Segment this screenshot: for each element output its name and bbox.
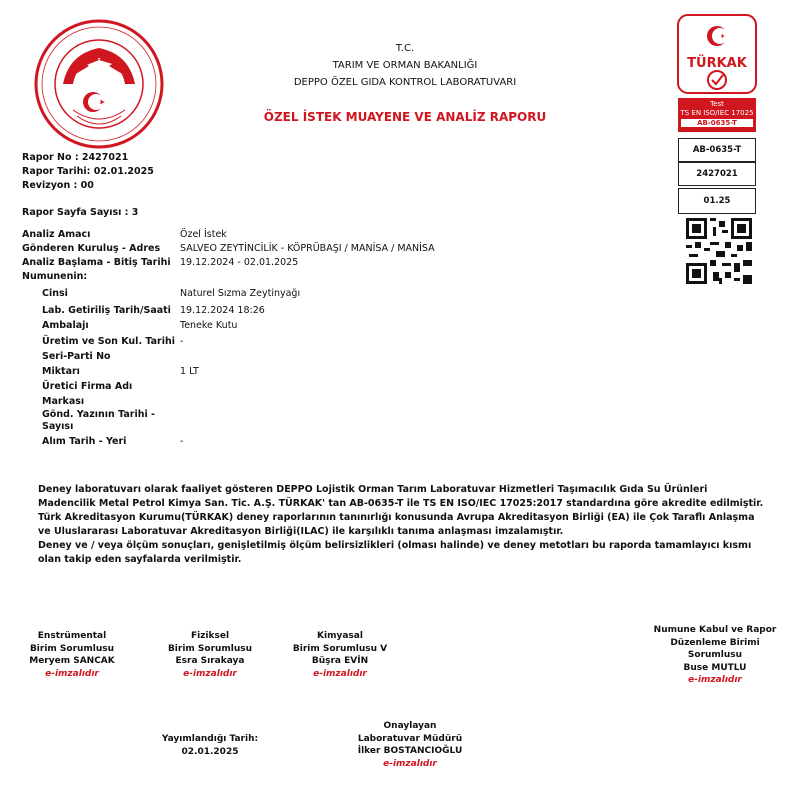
sample-value-type: Naturel Sızma Zeytinyağı xyxy=(180,288,301,299)
e-signature-label: e-imzalıdır xyxy=(45,668,99,679)
accreditation-paragraph: Deney laboratuvarı olarak faaliyet gösteren DEPPO Lojistik Orman Tarım Laboratuvar Hizmetleri Taşımacılık Gıda Su Ürünleri Madencilik Metal Petrol Kimya San. Tic. A.Ş. TÜRKAK' tan AB-0635-T ile TS EN ISO/IEC 17025:2017 standardına göre akredite edilmiştir. xyxy=(38,484,764,509)
turkak-code: AB-0635-T xyxy=(681,119,753,127)
sample-label-type: Cinsi xyxy=(42,288,68,299)
turkak-box-code: AB-0635-T xyxy=(678,138,756,162)
turkak-box-date: 01.25 xyxy=(678,188,756,214)
field-label-purpose: Analiz Amacı xyxy=(22,229,91,240)
signature-chemical: Kimyasal Birim Sorumlusu V Büşra EVİN e-imzalıdır xyxy=(290,630,390,680)
header-lab: DEPPO ÖZEL GIDA KONTROL LABORATUVARI xyxy=(293,77,517,88)
sample-label-package: Ambalajı xyxy=(42,320,89,331)
sample-label-arrival: Lab. Getiriliş Tarih/Saati xyxy=(42,305,171,316)
sample-label-quantity: Miktarı xyxy=(42,366,80,377)
field-label-dates: Analiz Başlama - Bitiş Tarihi xyxy=(22,257,171,268)
e-signature-label: e-imzalıdır xyxy=(313,668,367,679)
sample-label-brand: Markası xyxy=(42,396,85,407)
turkak-box-report: 2427021 xyxy=(678,162,756,186)
sample-value-production: - xyxy=(180,336,184,347)
sample-label-producer: Üretici Firma Adı xyxy=(42,381,133,392)
turkak-paragraph: Türk Akreditasyon Kurumu(TÜRKAK) deney raporlarının tanınırlığı konusunda Avrupa Akreditasyon Birliği (EA) ile Çok Taraflı Anlaşma ve Uluslararası Laboratuvar Akreditasyon Birliği(ILAC) ile karşılıklı tanıma anlaşması imzalamıştır. xyxy=(38,512,755,537)
results-paragraph: Deney ve / veya ölçüm sonuçları, genişletilmiş ölçüm belirsizlikleri (olması halinde) ve deney metotları bu raporda tamamlayıcı kısmı olan takip eden sayfalarda verilmiştir. xyxy=(38,540,752,565)
publish-date-block: Yayımlandığı Tarih: 02.01.2025 xyxy=(161,734,259,757)
e-signature-label: e-imzalıdır xyxy=(688,675,742,685)
approval-signature: Onaylayan Laboratuvar Müdürü İlker BOSTANCIOĞLU e-imzalıdır xyxy=(335,720,485,770)
report-number: Rapor No : 2427021 xyxy=(22,152,129,163)
turkak-name: TÜRKAK xyxy=(687,56,747,71)
signature-instrumental: Enstrümental Birim Sorumlusu Meryem SANCAK e-imzalıdır xyxy=(22,630,122,680)
sample-label-letter: Gönd. Yazının Tarihi - Sayısı xyxy=(42,409,155,432)
report-page-count: Rapor Sayfa Sayısı : 3 xyxy=(22,207,139,218)
page-title: ÖZEL İSTEK MUAYENE VE ANALİZ RAPORU xyxy=(263,110,547,124)
field-value-dates: 19.12.2024 - 02.01.2025 xyxy=(180,257,299,268)
qr-code xyxy=(686,218,752,284)
signature-sample-acceptance: Numune Kabul ve Rapor Düzenleme Birimi Sorumlusu Buse MUTLU e-imzalıdır xyxy=(650,624,780,687)
turkak-standard: TS EN ISO/IEC 17025 xyxy=(680,109,754,117)
sample-label-production: Üretim ve Son Kul. Tarihi xyxy=(42,336,175,347)
turkak-logo xyxy=(677,14,757,132)
turkak-test: Test xyxy=(710,100,724,108)
sample-value-quantity: 1 LT xyxy=(180,366,199,377)
report-date: Rapor Tarihi: 02.01.2025 xyxy=(22,166,154,177)
sample-label-batch: Seri-Parti No xyxy=(42,351,111,362)
sample-value-arrival: 19.12.2024 18:26 xyxy=(180,305,265,316)
sample-label-purchase: Alım Tarih - Yeri xyxy=(42,436,127,447)
sample-value-package: Teneke Kutu xyxy=(180,320,238,331)
signature-physical: Fiziksel Birim Sorumlusu Esra Sırakaya e-imzalıdır xyxy=(160,630,260,680)
header-tc: T.C. xyxy=(395,43,415,54)
field-value-purpose: Özel İstek xyxy=(180,229,227,240)
field-value-sender: SALVEO ZEYTİNCİLİK - KÖPRÜBAŞI / MANİSA / MANİSA xyxy=(180,243,435,254)
e-signature-label: e-imzalıdır xyxy=(183,668,237,679)
field-label-sample: Numunenin: xyxy=(22,271,88,282)
field-label-sender: Gönderen Kuruluş - Adres xyxy=(22,243,161,254)
sample-value-purchase: - xyxy=(180,436,184,447)
report-revision: Revizyon : 00 xyxy=(22,180,94,191)
header-ministry: TARIM VE ORMAN BAKANLIĞI xyxy=(332,60,478,71)
e-signature-label: e-imzalıdır xyxy=(383,758,437,769)
